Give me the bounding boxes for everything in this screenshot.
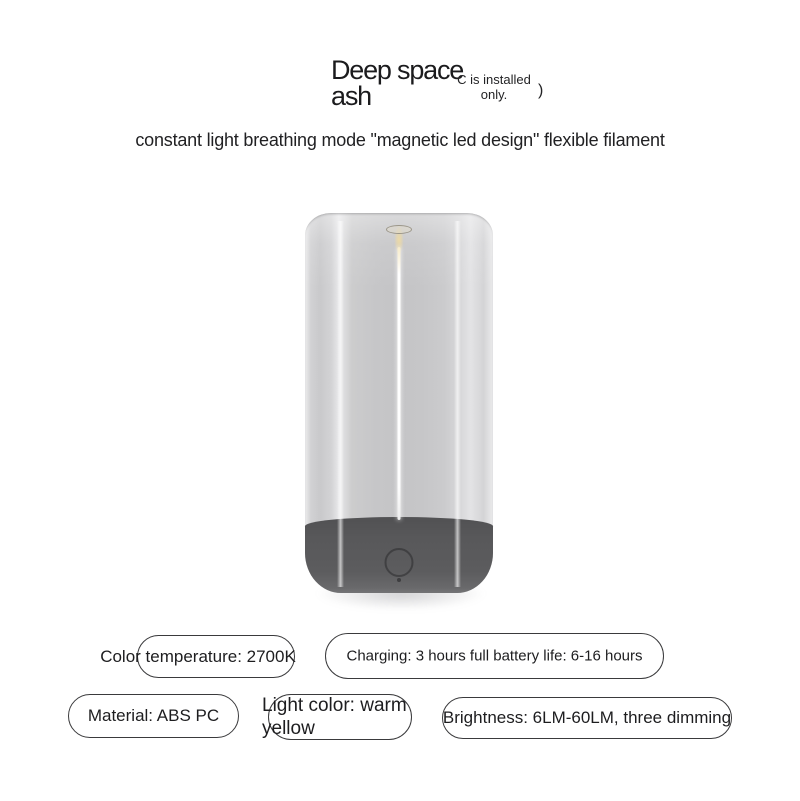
product-title-line2: ash — [331, 81, 371, 111]
filament-mount — [386, 225, 412, 234]
glass-reflection-left — [337, 221, 344, 587]
spec-label-light-color-line2: yellow — [262, 718, 315, 739]
spec-label-charging: Charging: 3 hours full battery life: 6-16 hours — [346, 647, 643, 665]
product-title-line1: Deep space — [331, 55, 464, 85]
title-note — [450, 72, 538, 102]
spec-label-brightness: Brightness: 6LM-60LM, three dimming — [442, 708, 732, 727]
indicator-dot — [397, 578, 401, 582]
spec-pill-material — [68, 694, 239, 738]
spec-pill-color-temperature — [100, 635, 296, 678]
lamp-base — [305, 517, 493, 593]
lamp-render — [305, 213, 493, 593]
spec-label-color-temperature: Color temperature: 2700K — [100, 646, 296, 666]
power-button-mark — [385, 548, 414, 577]
spec-pill-light-color — [262, 694, 412, 740]
spec-pill-charging — [325, 633, 664, 679]
title-note-line2: only. — [480, 87, 508, 102]
title-note-line1: C is installed — [457, 72, 531, 87]
spec-label-light-color — [262, 694, 407, 740]
product-subtitle: constant light breathing mode "magnetic led design" flexible filament — [135, 130, 665, 150]
spec-pill-brightness — [442, 697, 732, 739]
product-title — [331, 57, 463, 109]
spec-label-light-color-line1: Light color: warm — [262, 695, 407, 716]
glass-reflection-right — [454, 221, 461, 587]
spec-label-material: Material: ABS PC — [87, 706, 220, 725]
closing-parenthesis: ) — [538, 82, 544, 99]
led-filament — [398, 247, 401, 520]
